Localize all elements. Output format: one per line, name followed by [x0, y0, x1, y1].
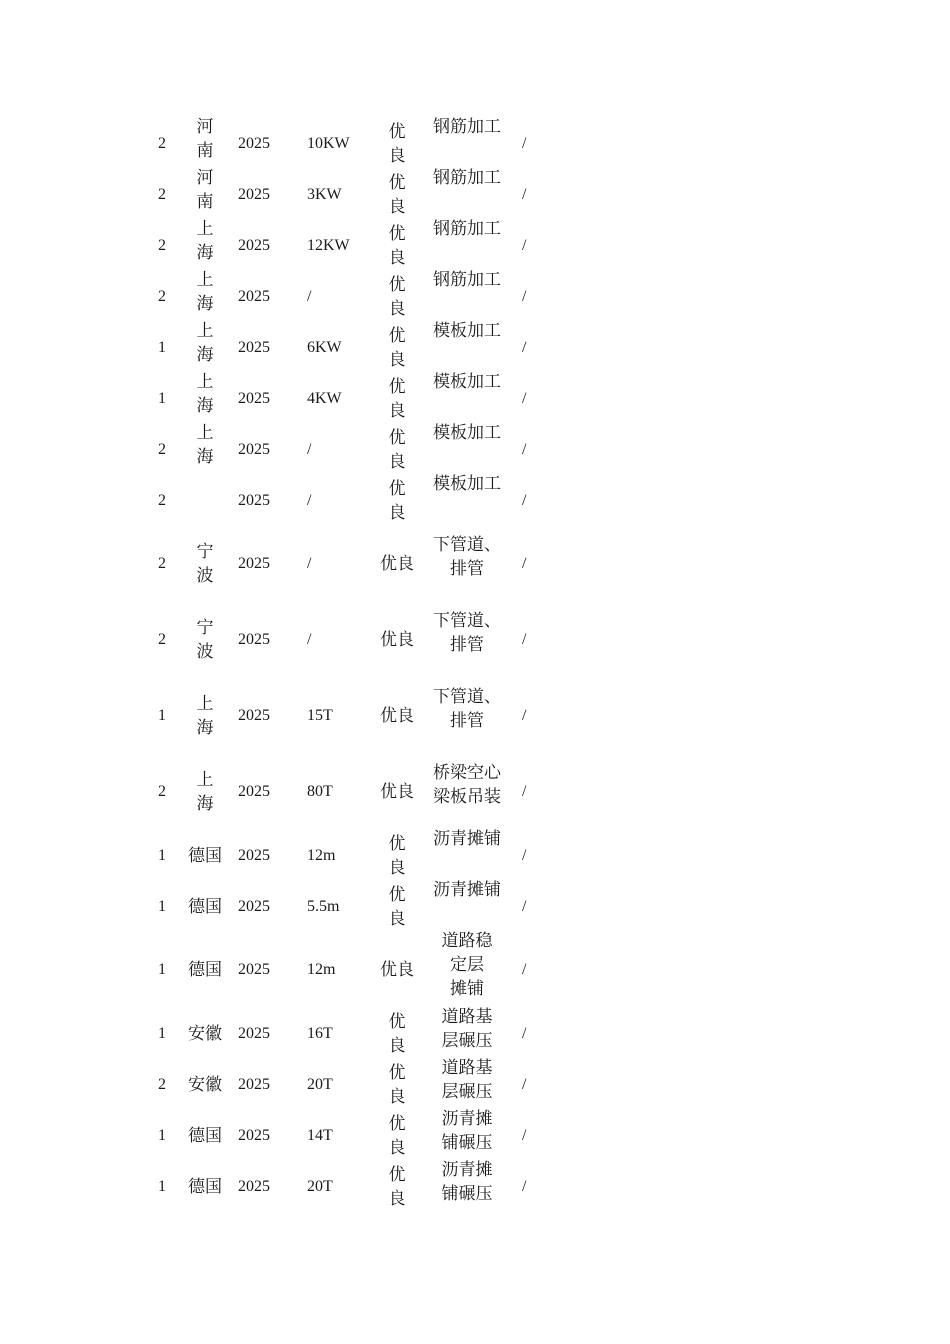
- year-cell: 2025: [238, 339, 270, 356]
- power-cell: /: [307, 441, 312, 458]
- origin-cell: 德国: [188, 1177, 222, 1197]
- power-cell: 12KW: [307, 237, 350, 254]
- usage-cell: 桥梁空心 梁板吊装: [433, 763, 501, 807]
- table-row: [0, 675, 950, 751]
- year-cell: 2025: [238, 390, 270, 407]
- condition-cell: 优 良: [388, 1165, 406, 1209]
- quantity-cell: 1: [158, 339, 166, 356]
- usage-cell: 下管道、 排管: [433, 611, 501, 655]
- year-cell: 2025: [238, 783, 270, 800]
- quantity-cell: 2: [158, 1076, 166, 1093]
- usage-cell: 钢筋加工: [433, 117, 501, 137]
- note-cell: /: [522, 390, 527, 407]
- condition-cell: 优 良: [388, 1012, 406, 1056]
- table-row: [0, 1107, 950, 1158]
- usage-cell: 道路稳 定层 摊铺: [441, 931, 493, 999]
- quantity-cell: 2: [158, 237, 166, 254]
- table-row: [0, 472, 950, 523]
- usage-cell: 模板加工: [433, 474, 501, 494]
- origin-cell: 上 海: [196, 694, 214, 738]
- note-cell: /: [522, 555, 527, 572]
- condition-cell: 优 良: [388, 885, 406, 929]
- origin-cell: 安徽: [188, 1075, 222, 1095]
- note-cell: /: [522, 492, 527, 509]
- condition-cell: 优 良: [388, 173, 406, 217]
- quantity-cell: 1: [158, 390, 166, 407]
- condition-cell: 优 良: [388, 326, 406, 370]
- origin-cell: 上 海: [196, 321, 214, 365]
- year-cell: 2025: [238, 1178, 270, 1195]
- condition-cell: 优良: [380, 706, 414, 726]
- condition-cell: 优 良: [388, 479, 406, 523]
- note-cell: /: [522, 1076, 527, 1093]
- year-cell: 2025: [238, 135, 270, 152]
- power-cell: /: [307, 631, 312, 648]
- table-row: [0, 370, 950, 421]
- power-cell: 20T: [307, 1076, 333, 1093]
- origin-cell: 德国: [188, 960, 222, 980]
- usage-cell: 沥青摊铺: [433, 829, 501, 849]
- quantity-cell: 2: [158, 783, 166, 800]
- quantity-cell: 2: [158, 288, 166, 305]
- power-cell: 12m: [307, 961, 336, 978]
- power-cell: 20T: [307, 1178, 333, 1195]
- origin-cell: 德国: [188, 897, 222, 917]
- note-cell: /: [522, 631, 527, 648]
- quantity-cell: 1: [158, 1127, 166, 1144]
- table-row: [0, 268, 950, 319]
- condition-cell: 优 良: [388, 428, 406, 472]
- origin-cell: 上 海: [196, 219, 214, 263]
- quantity-cell: 1: [158, 1178, 166, 1195]
- quantity-cell: 2: [158, 135, 166, 152]
- origin-cell: 德国: [188, 1126, 222, 1146]
- condition-cell: 优良: [380, 630, 414, 650]
- year-cell: 2025: [238, 631, 270, 648]
- usage-cell: 下管道、 排管: [433, 687, 501, 731]
- usage-cell: 沥青摊 铺碾压: [441, 1109, 493, 1153]
- note-cell: /: [522, 186, 527, 203]
- quantity-cell: 1: [158, 707, 166, 724]
- power-cell: 10KW: [307, 135, 350, 152]
- table-row: [0, 599, 950, 675]
- note-cell: /: [522, 339, 527, 356]
- table-row: [0, 878, 950, 929]
- year-cell: 2025: [238, 1025, 270, 1042]
- origin-cell: 上 海: [196, 270, 214, 314]
- note-cell: /: [522, 707, 527, 724]
- year-cell: 2025: [238, 288, 270, 305]
- year-cell: 2025: [238, 898, 270, 915]
- origin-cell: 河 南: [196, 168, 214, 212]
- usage-cell: 钢筋加工: [433, 168, 501, 188]
- origin-cell: 上 海: [196, 372, 214, 416]
- quantity-cell: 1: [158, 1025, 166, 1042]
- power-cell: 80T: [307, 783, 333, 800]
- condition-cell: 优 良: [388, 1114, 406, 1158]
- condition-cell: 优 良: [388, 275, 406, 319]
- origin-cell: 河 南: [196, 117, 214, 161]
- usage-cell: 道路基 层碾压: [441, 1058, 493, 1102]
- quantity-cell: 2: [158, 441, 166, 458]
- power-cell: 12m: [307, 847, 336, 864]
- note-cell: /: [522, 288, 527, 305]
- note-cell: /: [522, 898, 527, 915]
- table-row: [0, 1005, 950, 1056]
- note-cell: /: [522, 1127, 527, 1144]
- usage-cell: 模板加工: [433, 321, 501, 341]
- usage-cell: 沥青摊铺: [433, 880, 501, 900]
- power-cell: /: [307, 288, 312, 305]
- origin-cell: 上 海: [196, 423, 214, 467]
- table-row: [0, 523, 950, 599]
- usage-cell: 下管道、 排管: [433, 535, 501, 579]
- origin-cell: 上 海: [196, 770, 214, 814]
- quantity-cell: 2: [158, 492, 166, 509]
- table-row: [0, 1056, 950, 1107]
- power-cell: 5.5m: [307, 898, 340, 915]
- quantity-cell: 2: [158, 186, 166, 203]
- note-cell: /: [522, 237, 527, 254]
- table-row: [0, 1158, 950, 1209]
- table-row: [0, 929, 950, 1005]
- quantity-cell: 1: [158, 898, 166, 915]
- table-row: [0, 115, 950, 166]
- note-cell: /: [522, 783, 527, 800]
- table-row: [0, 217, 950, 268]
- condition-cell: 优 良: [388, 224, 406, 268]
- power-cell: /: [307, 492, 312, 509]
- year-cell: 2025: [238, 186, 270, 203]
- origin-cell: 宁 波: [196, 618, 214, 662]
- power-cell: 15T: [307, 707, 333, 724]
- table-row: [0, 319, 950, 370]
- quantity-cell: 1: [158, 847, 166, 864]
- power-cell: /: [307, 555, 312, 572]
- origin-cell: 宁 波: [196, 542, 214, 586]
- table-row: [0, 827, 950, 878]
- quantity-cell: 2: [158, 631, 166, 648]
- usage-cell: 沥青摊 铺碾压: [441, 1160, 493, 1204]
- usage-cell: 道路基 层碾压: [441, 1007, 493, 1051]
- condition-cell: 优良: [380, 960, 414, 980]
- year-cell: 2025: [238, 492, 270, 509]
- quantity-cell: 1: [158, 961, 166, 978]
- table-row: [0, 166, 950, 217]
- condition-cell: 优 良: [388, 1063, 406, 1107]
- table-row: [0, 751, 950, 827]
- usage-cell: 模板加工: [433, 423, 501, 443]
- origin-cell: 德国: [188, 846, 222, 866]
- power-cell: 16T: [307, 1025, 333, 1042]
- year-cell: 2025: [238, 961, 270, 978]
- power-cell: 4KW: [307, 390, 342, 407]
- usage-cell: 模板加工: [433, 372, 501, 392]
- quantity-cell: 2: [158, 555, 166, 572]
- year-cell: 2025: [238, 1076, 270, 1093]
- condition-cell: 优良: [380, 554, 414, 574]
- usage-cell: 钢筋加工: [433, 219, 501, 239]
- year-cell: 2025: [238, 847, 270, 864]
- power-cell: 3KW: [307, 186, 342, 203]
- note-cell: /: [522, 1178, 527, 1195]
- note-cell: /: [522, 847, 527, 864]
- condition-cell: 优 良: [388, 834, 406, 878]
- note-cell: /: [522, 441, 527, 458]
- usage-cell: 钢筋加工: [433, 270, 501, 290]
- power-cell: 14T: [307, 1127, 333, 1144]
- year-cell: 2025: [238, 555, 270, 572]
- note-cell: /: [522, 135, 527, 152]
- year-cell: 2025: [238, 1127, 270, 1144]
- year-cell: 2025: [238, 441, 270, 458]
- note-cell: /: [522, 1025, 527, 1042]
- table-row: [0, 421, 950, 472]
- year-cell: 2025: [238, 237, 270, 254]
- condition-cell: 优良: [380, 782, 414, 802]
- condition-cell: 优 良: [388, 122, 406, 166]
- note-cell: /: [522, 961, 527, 978]
- power-cell: 6KW: [307, 339, 342, 356]
- year-cell: 2025: [238, 707, 270, 724]
- condition-cell: 优 良: [388, 377, 406, 421]
- origin-cell: 安徽: [188, 1024, 222, 1044]
